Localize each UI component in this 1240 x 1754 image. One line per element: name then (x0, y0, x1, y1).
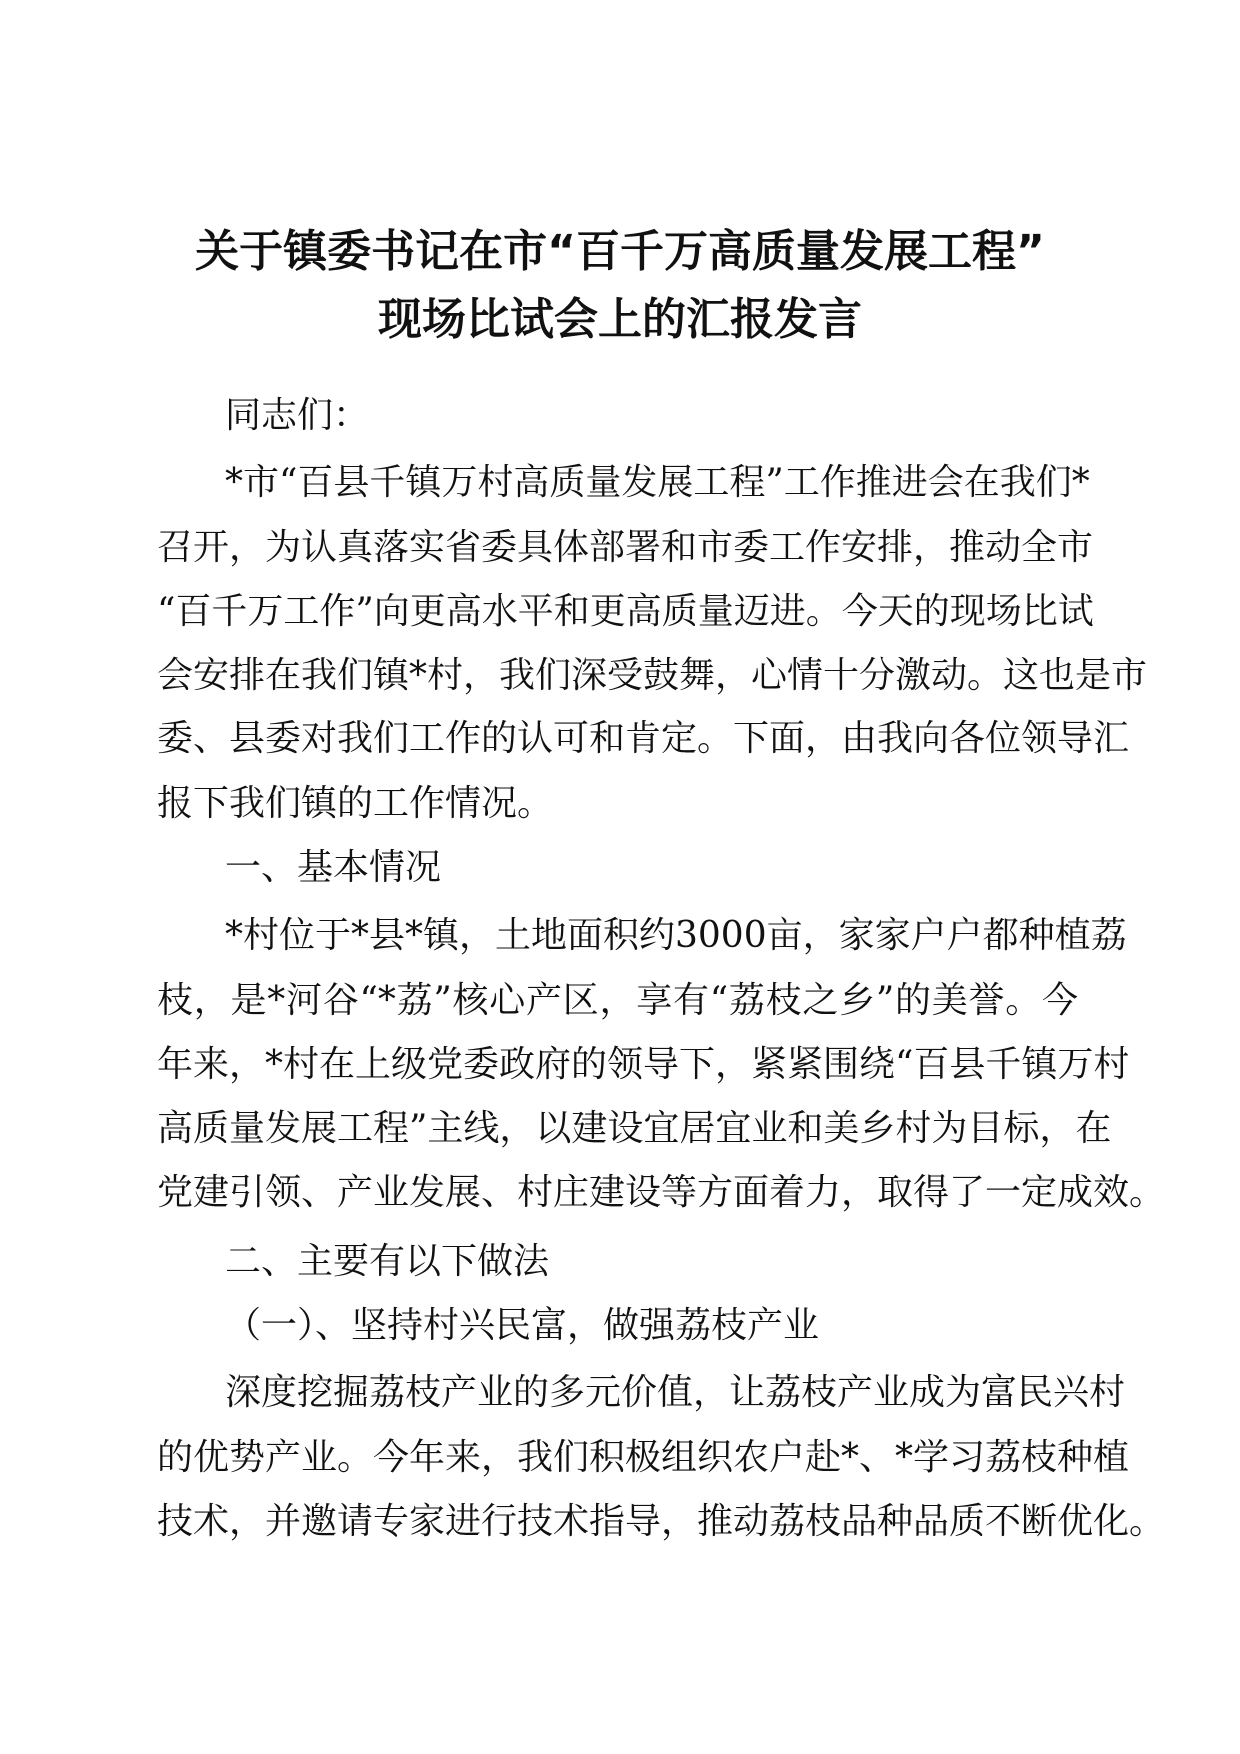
text-line: 会安排在我们镇*村，我们深受鼓舞，心情十分激动。这也是市 (157, 655, 1148, 696)
text-line: *村位于*县*镇，土地面积约3000亩，家家户户都种植荔 (225, 915, 1127, 956)
text-line: 召开，为认真落实省委具体部署和市委工作安排，推动全市 (157, 527, 1094, 568)
text-line: 年来，*村在上级党委政府的领导下，紧紧围绕“百县千镇万村 (157, 1044, 1130, 1085)
text-line: 二、主要有以下做法 (225, 1241, 550, 1282)
text-line: 高质量发展工程”主线，以建设宜居宜业和美乡村为目标，在 (157, 1108, 1112, 1149)
text-line: 技术，并邀请专家进行技术指导，推动荔枝品种品质不断优化。 (157, 1501, 1166, 1542)
text-line: 委、县委对我们工作的认可和肯定。下面，由我向各位领导汇 (157, 718, 1130, 759)
text-line: （一）、坚持村兴民富，做强荔枝产业 (225, 1305, 820, 1346)
text-line: 的优势产业。今年来，我们积极组织农户赴*、*学习荔枝种植 (157, 1437, 1130, 1478)
text-line: “百千万工作”向更高水平和更高质量迈进。今天的现场比试 (157, 591, 1094, 632)
document-title-line-2: 现场比试会上的汇报发言 (378, 294, 862, 345)
greeting: 同志们： (225, 395, 370, 436)
text-line: *市“百县千镇万村高质量发展工程”工作推进会在我们* (225, 462, 1090, 503)
text-line: 深度挖掘荔枝产业的多元价值，让荔枝产业成为富民兴村 (225, 1372, 1126, 1413)
document-title-line-1: 关于镇委书记在市“百千万高质量发展工程” (195, 226, 1045, 277)
text-line: 报下我们镇的工作情况。 (157, 783, 554, 824)
text-line: 一、基本情况 (225, 847, 442, 888)
text-line: 枝，是*河谷“*荔”核心产区，享有“荔枝之乡”的美誉。今 (157, 980, 1078, 1021)
text-line: 党建引领、产业发展、村庄建设等方面着力，取得了一定成效。 (157, 1172, 1166, 1213)
